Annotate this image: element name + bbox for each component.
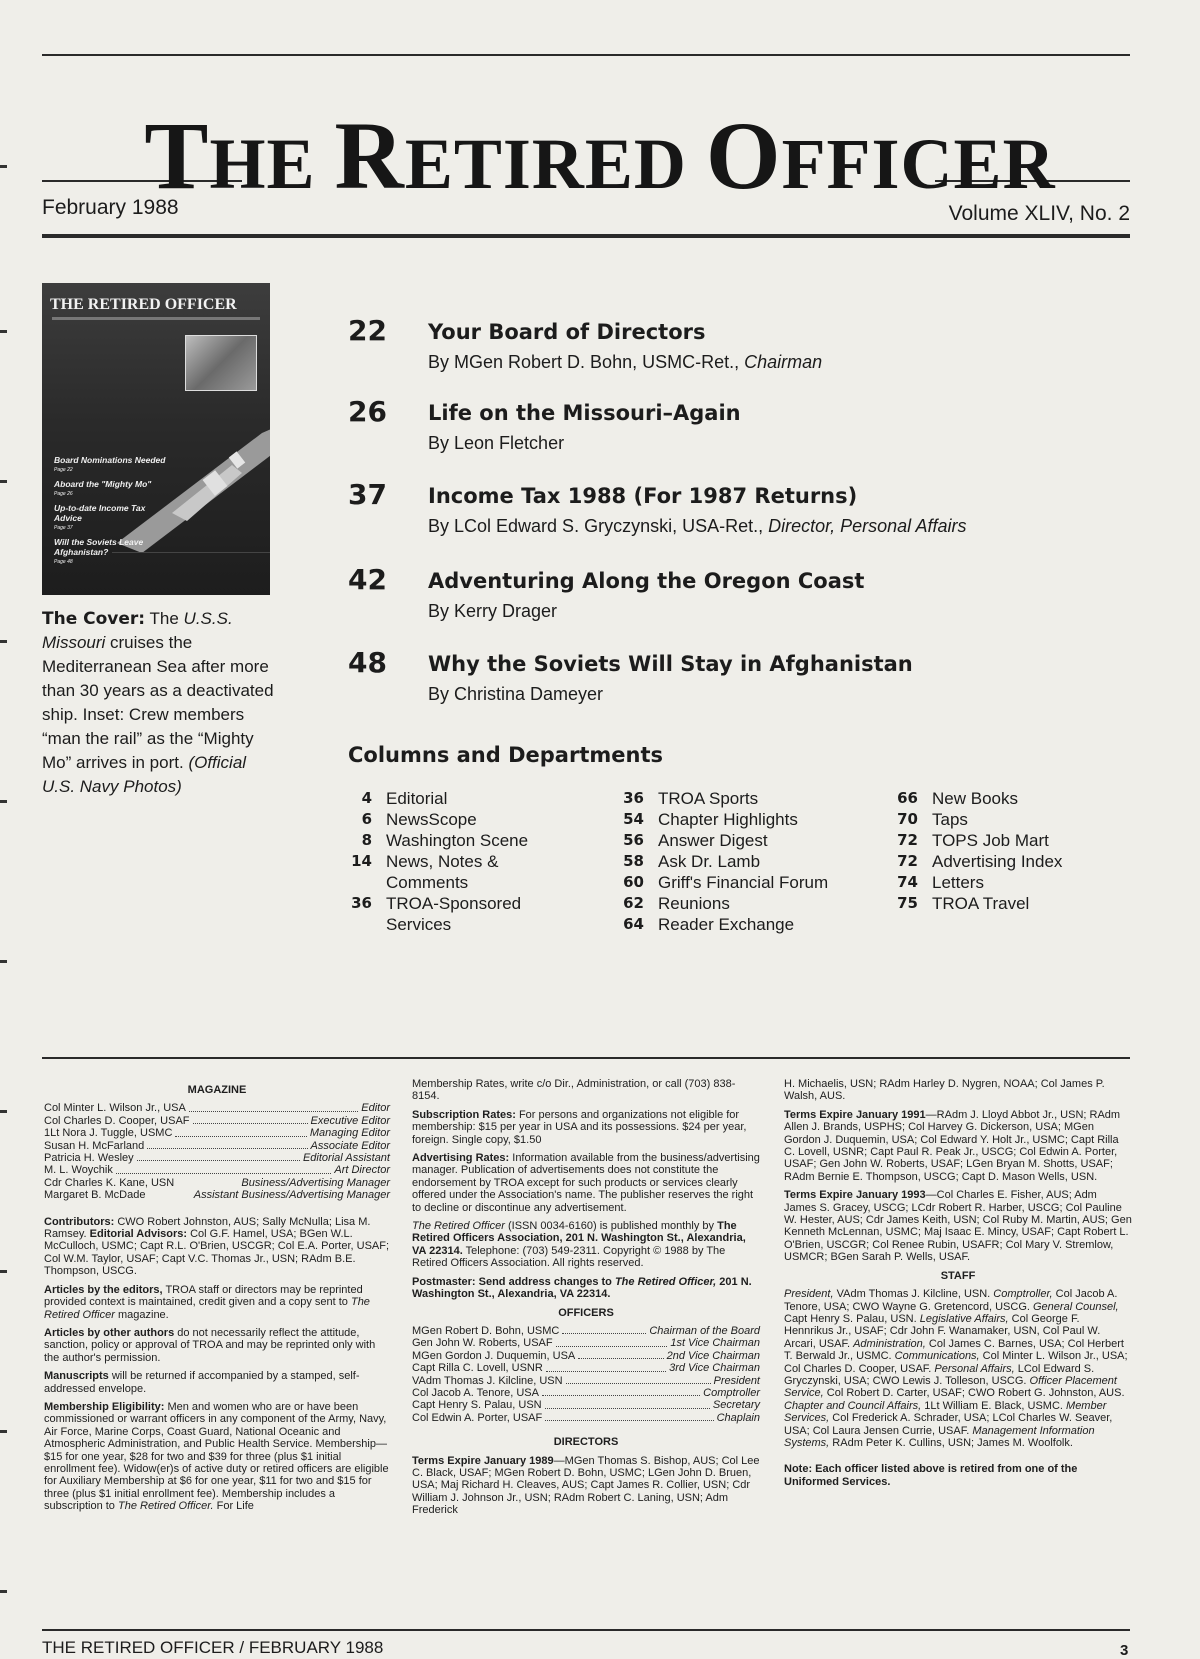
feature-title[interactable]: Why the Soviets Will Stay in Afghanistan <box>428 652 913 676</box>
columns-heading: Columns and Departments <box>348 743 663 767</box>
issn-paragraph: The Retired Officer (ISSN 0034-6160) is published monthly by The Retired Officers Association, 201 N. Washington St., Alexandria, VA 22314. Telephone: (703) 549-2311. Copyright © 1988 by The Retired Officers Association. All rights reserved. <box>412 1220 746 1270</box>
manuscripts-paragraph: Manuscripts will be returned if accompanied by a stamped, self-addressed envelope. <box>44 1370 360 1395</box>
officers-heading: OFFICERS <box>558 1306 614 1319</box>
department-item[interactable]: 62 Reunions <box>623 894 730 913</box>
cover-inset-photo <box>185 335 257 391</box>
retired-note: Note: Each officer listed above is retired from one of the Uniformed Services. <box>784 1463 1078 1488</box>
margin-mark <box>0 1590 7 1593</box>
cover-blurb: Aboard the "Mighty Mo" Page 26 <box>54 479 152 497</box>
feature-page-number: 42 <box>348 563 387 596</box>
masthead-bottom-rule <box>42 234 1130 238</box>
feature-title[interactable]: Adventuring Along the Oregon Coast <box>428 569 865 593</box>
departments-column-2 <box>620 788 890 935</box>
staff-line: 1Lt Nora J. Tuggle, USMC Managing Editor <box>44 1127 390 1140</box>
other-authors-paragraph: Articles by other authors do not necessarily reflect the attitude, sanction, policy or approval of TROA and may be reprinted only with the author's permission. <box>44 1326 376 1364</box>
issue-volume: Volume XLIV, No. 2 <box>948 202 1130 225</box>
officer-line: MGen Gordon J. Duquemin, USA 2nd Vice Chairman <box>412 1349 760 1362</box>
margin-mark <box>0 165 7 168</box>
magazine-heading: MAGAZINE <box>187 1084 247 1096</box>
page-number: 3 <box>1120 1642 1129 1659</box>
officer-line: Col Jacob A. Tenore, USA Comptroller <box>412 1386 760 1399</box>
staff-line: M. L. Woychik Art Director <box>44 1164 390 1177</box>
department-item[interactable]: 8 Washington Scene <box>361 831 529 850</box>
subscription-paragraph: Subscription Rates: For persons and organizations not eligible for membership: $15 per year in USA and its possessions. $24 per year, foreign. Single copy, $1.50 <box>412 1108 747 1146</box>
feature-byline: By LCol Edward S. Gryczynski, USA-Ret., Director, Personal Affairs <box>428 516 967 536</box>
cover-blurb: Will the Soviets Leave Afghanistan? Page 48 <box>54 537 144 565</box>
publication-info-column <box>412 1078 760 1523</box>
directors-continued: H. Michaelis, USN; RAdm Harley D. Nygren, NOAA; Col James P. Walsh, AUS. <box>784 1078 1105 1103</box>
masthead-text: THE RETIRED OFFICER <box>144 102 1056 209</box>
officer-line: MGen Robert D. Bohn, USMC Chairman of the Board <box>412 1324 760 1337</box>
feature-title[interactable]: Life on the Missouri–Again <box>428 401 741 425</box>
cover-blurb: Up-to-date Income Tax Advice Page 37 <box>54 503 146 531</box>
officer-line: Capt Rilla C. Lovell, USNR 3rd Vice Chairman <box>412 1362 760 1375</box>
department-item[interactable]: 72 TOPS Job Mart <box>897 831 1049 850</box>
staff-line: Col Charles D. Cooper, USAF Executive Editor <box>44 1114 390 1127</box>
masthead-title <box>0 100 1200 211</box>
department-item[interactable]: 56 Answer Digest <box>623 831 768 850</box>
cover-blurb: Board Nominations Needed Page 22 <box>54 455 166 473</box>
feature-page-number: 48 <box>348 646 387 679</box>
postmaster-paragraph: Postmaster: Send address changes to The Retired Officer, 201 N. Washington St., Alexandria, VA 22314. <box>412 1275 752 1301</box>
department-item[interactable]: 74 Letters <box>897 873 984 892</box>
terms-1993-paragraph: Terms Expire January 1993—Col Charles E. Fisher, AUS; Adm James S. Gracey, USCG; LCdr Robert R. Harber, USCG; Col Pauline W. Hester, AUS; Cdr James Keith, USN; Col Ruby M. Martin, AUS; Gen Kenneth McLennan, USMC; Maj Isaac E. Mincy, USAF; Capt Robert L. O'Brien, USCGR; Col Renee Rubin, USAFR; Col Mary V. Stremlow, USMCR; BGen Sarah P. Wells, USAF. <box>784 1189 1132 1264</box>
feature-page-number: 37 <box>348 478 387 511</box>
feature-title[interactable]: Your Board of Directors <box>428 320 706 344</box>
department-item[interactable]: 4 Editorial <box>361 789 448 808</box>
department-item[interactable]: 70 Taps <box>897 810 968 829</box>
feature-page-number: 22 <box>348 314 387 347</box>
staff-line: Patricia H. Wesley Editorial Assistant <box>44 1152 390 1165</box>
advertising-paragraph: Advertising Rates: Information available from the business/advertising manager. Publication of advertisements does not constitute the endorsement by TROA except for such products or services clearly offered under the Association's name. The publisher reserves the right to decline or discontinue any advertisement. <box>412 1152 760 1214</box>
feature-page-number: 26 <box>348 395 387 428</box>
fineprint-rule <box>42 1057 1130 1059</box>
department-item[interactable]: 58 Ask Dr. Lamb <box>623 852 761 871</box>
departments-column-3 <box>894 788 1134 914</box>
footer-rule <box>42 1629 1130 1631</box>
terms-1989-paragraph: Terms Expire January 1989—MGen Thomas S. Bishop, AUS; Col Lee C. Black, USAF; MGen Robert D. Bohn, USMC; LGen John D. Bruen, USA; Maj Richard H. Cleaves, AUS; Capt James R. Collier, USN; Cdr William J. Johnson Jr., USN; RAdm Robert C. Laning, USN; Adm Frederick <box>412 1454 760 1517</box>
footer-running-title: THE RETIRED OFFICER / FEBRUARY 1988 <box>42 1638 384 1657</box>
departments-column-1 <box>348 788 568 935</box>
life-rates-paragraph: Membership Rates, write c/o Dir., Administration, or call (703) 838-8154. <box>412 1078 736 1103</box>
department-item[interactable]: 6 NewsScope <box>361 810 477 829</box>
department-item[interactable]: 14 News, Notes & Comments <box>351 852 499 892</box>
margin-mark <box>0 1270 7 1273</box>
cover-subtitle-bar <box>52 317 260 320</box>
staff-line: Cdr Charles K. Kane, USN Business/Advertising Manager <box>44 1176 390 1189</box>
eligibility-paragraph: Membership Eligibility: Men and women who are or have been commissioned or warrant officers in any component of the Army, Navy, Air Force, Marine Corps, Coast Guard, National Oceanic and Atmospheric Administration, and Public Health Service. Membership—$15 for one year, $28 for two and $39 for three (plus $1 initial enrollment fee). Widow(er)s of active duty or retired officers are eligible for Auxiliary Membership at $6 for one year, $11 for two and $15 for three (plus $1 initial enrollment fee). Membership includes a subscription to The Retired Officer. For Life <box>44 1400 389 1513</box>
department-item[interactable]: 36 TROA-Sponsored Services <box>351 894 522 934</box>
department-item[interactable]: 36 TROA Sports <box>623 789 759 808</box>
cover-caption: The Cover: The U.S.S. Missouri cruises the Mediterranean Sea after more than 30 years as a deactivated ship. Inset: Crew members “man the rail” as the “Mighty Mo” arrives in port. (Official U.S. Navy Photos) <box>42 609 274 796</box>
officer-line: Gen John W. Roberts, USAF 1st Vice Chairman <box>412 1337 760 1350</box>
directors-heading: DIRECTORS <box>553 1436 619 1449</box>
margin-mark <box>0 1110 7 1113</box>
feature-byline: By Leon Fletcher <box>428 433 565 453</box>
margin-mark <box>0 800 7 803</box>
department-item[interactable]: 66 New Books <box>897 789 1018 808</box>
top-rule <box>42 54 1130 56</box>
staff-line: Susan H. McFarland Associate Editor <box>44 1139 390 1152</box>
department-item[interactable]: 75 TROA Travel <box>897 894 1030 913</box>
department-item[interactable]: 60 Griff's Financial Forum <box>623 873 829 892</box>
margin-mark <box>0 330 7 333</box>
staff-paragraph: President, VAdm Thomas J. Kilcline, USN. Comptroller, Col Jacob A. Tenore, USA; CWO Wayne G. Gretencord, USCG. General Counsel, Capt Henry S. Palau, USN. Legislative Affairs, Col George F. Hennrikus Jr., USAF; Cdr John F. Wanamaker, USN, Col Paul W. Arcari, USAF. Administration, Col James C. Barnes, USA; Col Herbert T. Berwald Jr., USMC. Communications, Col Minter L. Wilson Jr., USA; Col Charles D. Cooper, USAF. Personal Affairs, LCol Edward S. Gryczynski, USA; CWO Lewis J. Tolleson, USCG. Officer Placement Service, Col Robert D. Carter, USAF; CWO Robert G. Johnston, AUS. Chapter and Council Affairs, 1Lt William E. Black, USMC. Member Services, Col Frederick A. Schrader, USA; LCol Charles W. Seaver, USA; Col Laura Jensen Currie, USAF. Management Information Systems, RAdm Peter K. Cullins, USN; James M. Woolfolk. <box>784 1288 1128 1449</box>
contributors-paragraph: Contributors: CWO Robert Johnston, AUS; Sally McNulla; Lisa M. Ramsey. Editorial Advisors: Col G.F. Hamel, USA; BGen W.L. McCulloch, USMC; Capt R.L. O'Brien, USCGR; Col E.A. Porter, USAF; Col W.M. Taylor, USAF; Capt V.C. Thomas Jr., USN; RAdm B.E. Thompson, USCG. <box>44 1215 390 1278</box>
margin-mark <box>0 480 7 483</box>
cover-blurbs <box>54 455 174 571</box>
officer-line: VAdm Thomas J. Kilcline, USN President <box>412 1374 760 1387</box>
directors-staff-column <box>784 1078 1132 1494</box>
staff-line: Margaret B. McDade Assistant Business/Advertising Manager <box>44 1189 390 1202</box>
department-item[interactable]: 54 Chapter Highlights <box>623 810 798 829</box>
feature-title[interactable]: Income Tax 1988 (For 1987 Returns) <box>428 484 858 508</box>
feature-byline: By MGen Robert D. Bohn, USMC-Ret., Chairman <box>428 352 823 372</box>
margin-mark <box>0 960 7 963</box>
cover-image <box>42 283 270 595</box>
issue-date: February 1988 <box>42 196 179 219</box>
margin-mark <box>0 640 7 643</box>
staff-heading: STAFF <box>940 1269 976 1282</box>
magazine-masthead-column <box>44 1078 390 1519</box>
feature-byline: By Christina Dameyer <box>428 684 604 704</box>
department-item[interactable]: 72 Advertising Index <box>897 852 1063 871</box>
reprint-paragraph: Articles by the editors, TROA staff or directors may be reprinted provided context is maintained, credit given and a copy sent to The Retired Officer magazine. <box>44 1283 370 1321</box>
terms-1991-paragraph: Terms Expire January 1991—RAdm J. Lloyd Abbot Jr., USN; RAdm Allen J. Brands, USPHS; Col Harvey G. Dickerson, USA; MGen Gordon J. Duquemin, USA; Col Edward Y. Holt Jr., USMC; Capt Rilla C. Lovell, USNR; Capt Paul R. Peak Jr., USCG; Col Edwin A. Porter, USAF; Gen John W. Roberts, USAF; LGen Bryan M. Shotts, USAF; RAdm Bernie E. Thompson, USCG; Capt D. Mason Wells, USN. <box>784 1108 1121 1183</box>
department-item[interactable]: 64 Reader Exchange <box>623 915 795 934</box>
staff-line: Col Minter L. Wilson Jr., USA Editor <box>44 1102 390 1115</box>
officer-line: Capt Henry S. Palau, USN Secretary <box>412 1399 760 1412</box>
officer-line: Col Edwin A. Porter, USAF Chaplain <box>412 1411 760 1424</box>
feature-byline: By Kerry Drager <box>428 601 558 621</box>
margin-mark <box>0 1430 7 1433</box>
cover-magazine-title: THE RETIRED OFFICER <box>50 296 237 313</box>
